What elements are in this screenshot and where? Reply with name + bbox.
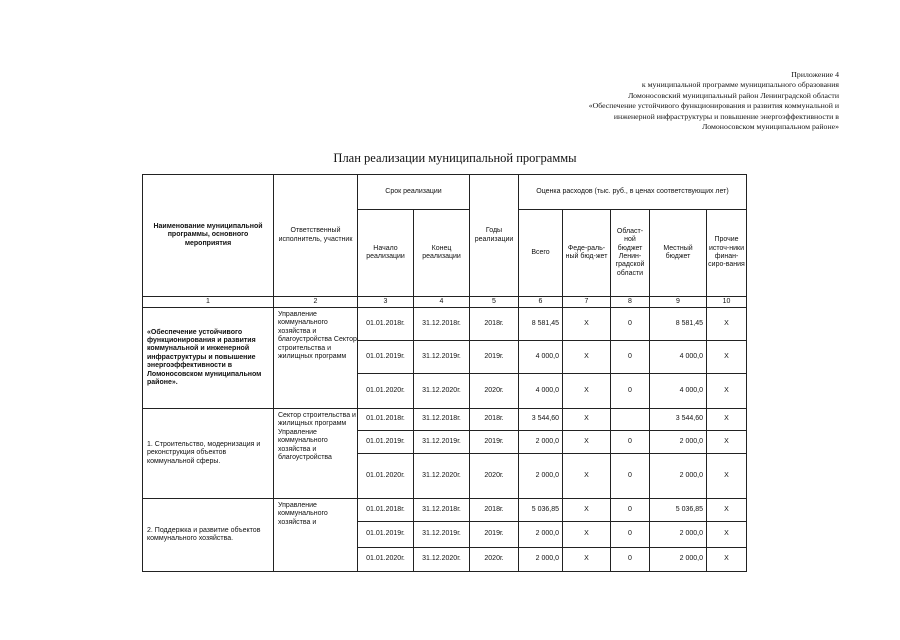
row-other-text: X bbox=[724, 415, 729, 423]
section-name-text: 1. Строительство, модернизация и реконструкция объектов коммунальной сферы. bbox=[147, 440, 261, 465]
row-other-text: X bbox=[724, 437, 729, 445]
row-federal bbox=[562, 307, 611, 341]
row-end-date-text: 31.12.2018г. bbox=[422, 319, 461, 327]
row-end-date bbox=[413, 498, 470, 522]
row-federal-text: X bbox=[584, 437, 589, 445]
row-year bbox=[469, 547, 519, 572]
row-total-text: 4 000,0 bbox=[535, 386, 559, 394]
row-local-text: 8 581,45 bbox=[675, 319, 703, 327]
row-federal-text: X bbox=[584, 415, 589, 423]
row-regional bbox=[610, 498, 650, 522]
row-local-text: 3 544,60 bbox=[675, 415, 703, 423]
row-start-date bbox=[357, 307, 414, 341]
row-other bbox=[706, 340, 747, 374]
row-other bbox=[706, 547, 747, 572]
row-start-date bbox=[357, 521, 414, 548]
row-total-text: 2 000,0 bbox=[535, 437, 559, 445]
row-regional-text: 0 bbox=[628, 471, 632, 479]
row-year-text: 2019г. bbox=[484, 352, 504, 360]
row-total bbox=[518, 408, 563, 431]
row-total-text: 5 036,85 bbox=[531, 505, 559, 513]
row-end-date-text: 31.12.2019г. bbox=[422, 437, 461, 445]
row-regional bbox=[610, 453, 650, 499]
section-name-text: 2. Поддержка и развитие объектов коммунального хозяйства. bbox=[147, 526, 261, 542]
row-year bbox=[469, 521, 519, 548]
column-number-text: 1 bbox=[206, 297, 210, 305]
row-total bbox=[518, 453, 563, 499]
annex-header bbox=[470, 70, 839, 132]
row-local-text: 2 000,0 bbox=[679, 530, 703, 538]
row-federal bbox=[562, 340, 611, 374]
row-regional-text: 0 bbox=[628, 352, 632, 360]
annex-line: Ломоносовский муниципальный район Ленинградской области bbox=[628, 90, 839, 100]
row-year-text: 2018г. bbox=[484, 505, 504, 513]
header-years-text: Годы реализации bbox=[474, 227, 514, 243]
row-federal-text: X bbox=[584, 352, 589, 360]
row-federal bbox=[562, 547, 611, 572]
row-total-text: 3 544,60 bbox=[531, 415, 559, 423]
header-term bbox=[357, 174, 470, 210]
row-other bbox=[706, 408, 747, 431]
row-end-date-text: 31.12.2018г. bbox=[422, 505, 461, 513]
row-start-date-text: 01.01.2019г. bbox=[366, 352, 405, 360]
row-regional bbox=[610, 408, 650, 431]
header-total-text: Всего bbox=[531, 248, 550, 256]
row-total bbox=[518, 340, 563, 374]
row-year-text: 2020г. bbox=[484, 555, 504, 563]
column-number-text: 10 bbox=[722, 297, 731, 305]
section-executor-text: Управление коммунального хозяйства и bbox=[278, 502, 328, 526]
row-federal bbox=[562, 521, 611, 548]
row-end-date bbox=[413, 340, 470, 374]
header-regional-text: Област-ной бюджет Ленин-градской области bbox=[615, 227, 645, 277]
row-total bbox=[518, 307, 563, 341]
row-total-text: 2 000,0 bbox=[535, 530, 559, 538]
column-number-text: 3 bbox=[383, 297, 388, 305]
row-other bbox=[706, 307, 747, 341]
row-total-text: 2 000,0 bbox=[535, 471, 559, 479]
row-federal-text: X bbox=[584, 555, 589, 563]
row-start-date bbox=[357, 498, 414, 522]
column-number-text: 9 bbox=[676, 297, 680, 305]
row-end-date bbox=[413, 373, 470, 409]
row-year bbox=[469, 340, 519, 374]
column-number-text: 5 bbox=[492, 297, 496, 305]
row-start-date bbox=[357, 430, 414, 454]
row-other bbox=[706, 498, 747, 522]
section-executor bbox=[273, 498, 358, 572]
row-regional-text: 0 bbox=[628, 505, 632, 513]
row-end-date-text: 31.12.2019г. bbox=[422, 352, 461, 360]
row-local-text: 4 000,0 bbox=[679, 352, 703, 360]
row-local bbox=[649, 373, 707, 409]
row-local-text: 2 000,0 bbox=[679, 437, 703, 445]
row-other bbox=[706, 521, 747, 548]
row-total bbox=[518, 430, 563, 454]
row-total bbox=[518, 373, 563, 409]
row-year bbox=[469, 498, 519, 522]
row-other-text: X bbox=[724, 555, 729, 563]
row-year-text: 2018г. bbox=[484, 319, 504, 327]
row-local bbox=[649, 547, 707, 572]
row-regional bbox=[610, 307, 650, 341]
row-year bbox=[469, 453, 519, 499]
row-start-date-text: 01.01.2020г. bbox=[366, 386, 405, 394]
row-total bbox=[518, 498, 563, 522]
row-end-date-text: 31.12.2020г. bbox=[422, 471, 461, 479]
row-end-date bbox=[413, 408, 470, 431]
row-year bbox=[469, 307, 519, 341]
row-regional-text: 0 bbox=[628, 530, 632, 538]
annex-line: «Обеспечение устойчивого функционирования и развития коммунальной и bbox=[588, 101, 839, 111]
header-name bbox=[142, 174, 274, 297]
row-other-text: X bbox=[724, 471, 729, 479]
section-name-text: «Обеспечение устойчивого функционирования и развития коммунальной и инженерной инфраструктуры и повышение энергоэффективности в Ломоносовском муниципальном районе». bbox=[147, 328, 262, 387]
row-start-date-text: 01.01.2019г. bbox=[366, 530, 405, 538]
row-federal bbox=[562, 498, 611, 522]
row-start-date-text: 01.01.2019г. bbox=[366, 437, 405, 445]
header-regional bbox=[610, 209, 650, 297]
row-other-text: X bbox=[724, 505, 729, 513]
row-local-text: 2 000,0 bbox=[679, 555, 703, 563]
row-regional-text: 0 bbox=[628, 319, 632, 327]
column-number-text: 4 bbox=[439, 297, 444, 305]
row-local bbox=[649, 498, 707, 522]
header-term-text: Срок реализации bbox=[385, 187, 442, 195]
row-start-date-text: 01.01.2020г. bbox=[366, 555, 405, 563]
row-start-date-text: 01.01.2020г. bbox=[366, 471, 405, 479]
row-other-text: X bbox=[724, 352, 729, 360]
row-regional bbox=[610, 340, 650, 374]
annex-line: Приложение 4 bbox=[791, 70, 839, 79]
row-local bbox=[649, 430, 707, 454]
row-end-date-text: 31.12.2020г. bbox=[422, 555, 461, 563]
row-federal-text: X bbox=[584, 530, 589, 538]
row-regional bbox=[610, 430, 650, 454]
section-name bbox=[142, 498, 274, 572]
row-end-date bbox=[413, 430, 470, 454]
row-end-date-text: 31.12.2018г. bbox=[422, 415, 461, 423]
row-regional bbox=[610, 521, 650, 548]
row-total-text: 4 000,0 bbox=[535, 352, 559, 360]
row-local bbox=[649, 340, 707, 374]
row-total-text: 8 581,45 bbox=[531, 319, 559, 327]
annex-line: к муниципальной программе муниципального образования bbox=[641, 80, 839, 90]
row-federal bbox=[562, 373, 611, 409]
header-start bbox=[357, 209, 414, 297]
section-name bbox=[142, 408, 274, 499]
row-federal-text: X bbox=[584, 386, 589, 394]
column-number-text: 7 bbox=[584, 297, 589, 305]
row-start-date bbox=[357, 373, 414, 409]
row-total bbox=[518, 521, 563, 548]
row-local-text: 4 000,0 bbox=[679, 386, 703, 394]
header-federal-text: Феде-раль-ный бюд-жет bbox=[565, 244, 608, 260]
header-executor bbox=[273, 174, 358, 297]
section-name bbox=[142, 307, 274, 409]
row-end-date-text: 31.12.2020г. bbox=[422, 386, 461, 394]
row-start-date-text: 01.01.2018г. bbox=[366, 319, 405, 327]
header-end bbox=[413, 209, 470, 297]
column-number-text: 2 bbox=[313, 297, 318, 305]
row-federal bbox=[562, 453, 611, 499]
header-end-text: Конец реализации bbox=[422, 244, 461, 260]
header-costs bbox=[518, 174, 747, 210]
row-start-date-text: 01.01.2018г. bbox=[366, 505, 405, 513]
row-other-text: X bbox=[724, 386, 729, 394]
row-year-text: 2018г. bbox=[484, 415, 504, 423]
row-end-date-text: 31.12.2019г. bbox=[422, 530, 461, 538]
row-other bbox=[706, 373, 747, 409]
column-number-text: 6 bbox=[538, 297, 543, 305]
row-federal-text: X bbox=[584, 505, 589, 513]
column-number-text: 8 bbox=[628, 297, 632, 305]
section-executor bbox=[273, 408, 358, 499]
row-year-text: 2020г. bbox=[484, 471, 504, 479]
row-federal-text: X bbox=[584, 319, 589, 327]
row-start-date bbox=[357, 408, 414, 431]
row-other bbox=[706, 453, 747, 499]
section-executor-text: Сектор строительства и жилищных программ Управление коммунального хозяйства и благоустройства bbox=[278, 412, 356, 462]
row-end-date bbox=[413, 521, 470, 548]
row-federal-text: X bbox=[584, 471, 589, 479]
row-start-date bbox=[357, 453, 414, 499]
row-federal bbox=[562, 430, 611, 454]
row-local bbox=[649, 408, 707, 431]
row-year bbox=[469, 408, 519, 431]
row-regional bbox=[610, 373, 650, 409]
header-federal bbox=[562, 209, 611, 297]
plan-table bbox=[143, 175, 747, 572]
row-local-text: 2 000,0 bbox=[679, 471, 703, 479]
row-end-date bbox=[413, 453, 470, 499]
row-end-date bbox=[413, 547, 470, 572]
header-other bbox=[706, 209, 747, 297]
row-start-date bbox=[357, 340, 414, 374]
annex-line: Ломоносовском муниципальном районе» bbox=[702, 122, 839, 132]
row-local bbox=[649, 521, 707, 548]
row-year-text: 2020г. bbox=[484, 386, 504, 394]
row-local bbox=[649, 453, 707, 499]
row-local-text: 5 036,85 bbox=[675, 505, 703, 513]
page-title: План реализации муниципальной программы bbox=[333, 151, 577, 165]
row-other bbox=[706, 430, 747, 454]
header-local bbox=[649, 209, 707, 297]
row-total bbox=[518, 547, 563, 572]
row-regional-text: 0 bbox=[628, 555, 632, 563]
row-year-text: 2019г. bbox=[484, 530, 504, 538]
header-executor-text: Ответственный исполнитель, участник bbox=[278, 227, 353, 243]
row-end-date bbox=[413, 307, 470, 341]
section-executor bbox=[273, 307, 358, 409]
row-year bbox=[469, 373, 519, 409]
row-federal bbox=[562, 408, 611, 431]
row-regional-text: 0 bbox=[628, 437, 632, 445]
header-total bbox=[518, 209, 563, 297]
row-local bbox=[649, 307, 707, 341]
row-regional bbox=[610, 547, 650, 572]
header-costs-text: Оценка расходов (тыс. руб., в ценах соответствующих лет) bbox=[536, 187, 729, 195]
header-name-text: Наименование муниципальной программы, основного мероприятия bbox=[153, 222, 263, 247]
annex-line: инженерной инфраструктуры и повышение энергоэффективности в bbox=[613, 111, 839, 121]
header-other-text: Прочие источ-ники финан-сиро-вания bbox=[708, 236, 745, 269]
row-year-text: 2019г. bbox=[484, 437, 504, 445]
section-executor-text: Управление коммунального хозяйства и благоустройства Сектор строительства и жилищных программ bbox=[278, 311, 357, 361]
row-start-date bbox=[357, 547, 414, 572]
row-regional-text: 0 bbox=[628, 386, 632, 394]
row-start-date-text: 01.01.2018г. bbox=[366, 415, 405, 423]
row-total-text: 2 000,0 bbox=[535, 555, 559, 563]
row-year bbox=[469, 430, 519, 454]
row-other-text: X bbox=[724, 319, 729, 327]
header-years bbox=[469, 174, 519, 297]
header-local-text: Местный бюджет bbox=[663, 244, 693, 260]
header-start-text: Начало реализации bbox=[366, 244, 405, 260]
row-other-text: X bbox=[724, 530, 729, 538]
